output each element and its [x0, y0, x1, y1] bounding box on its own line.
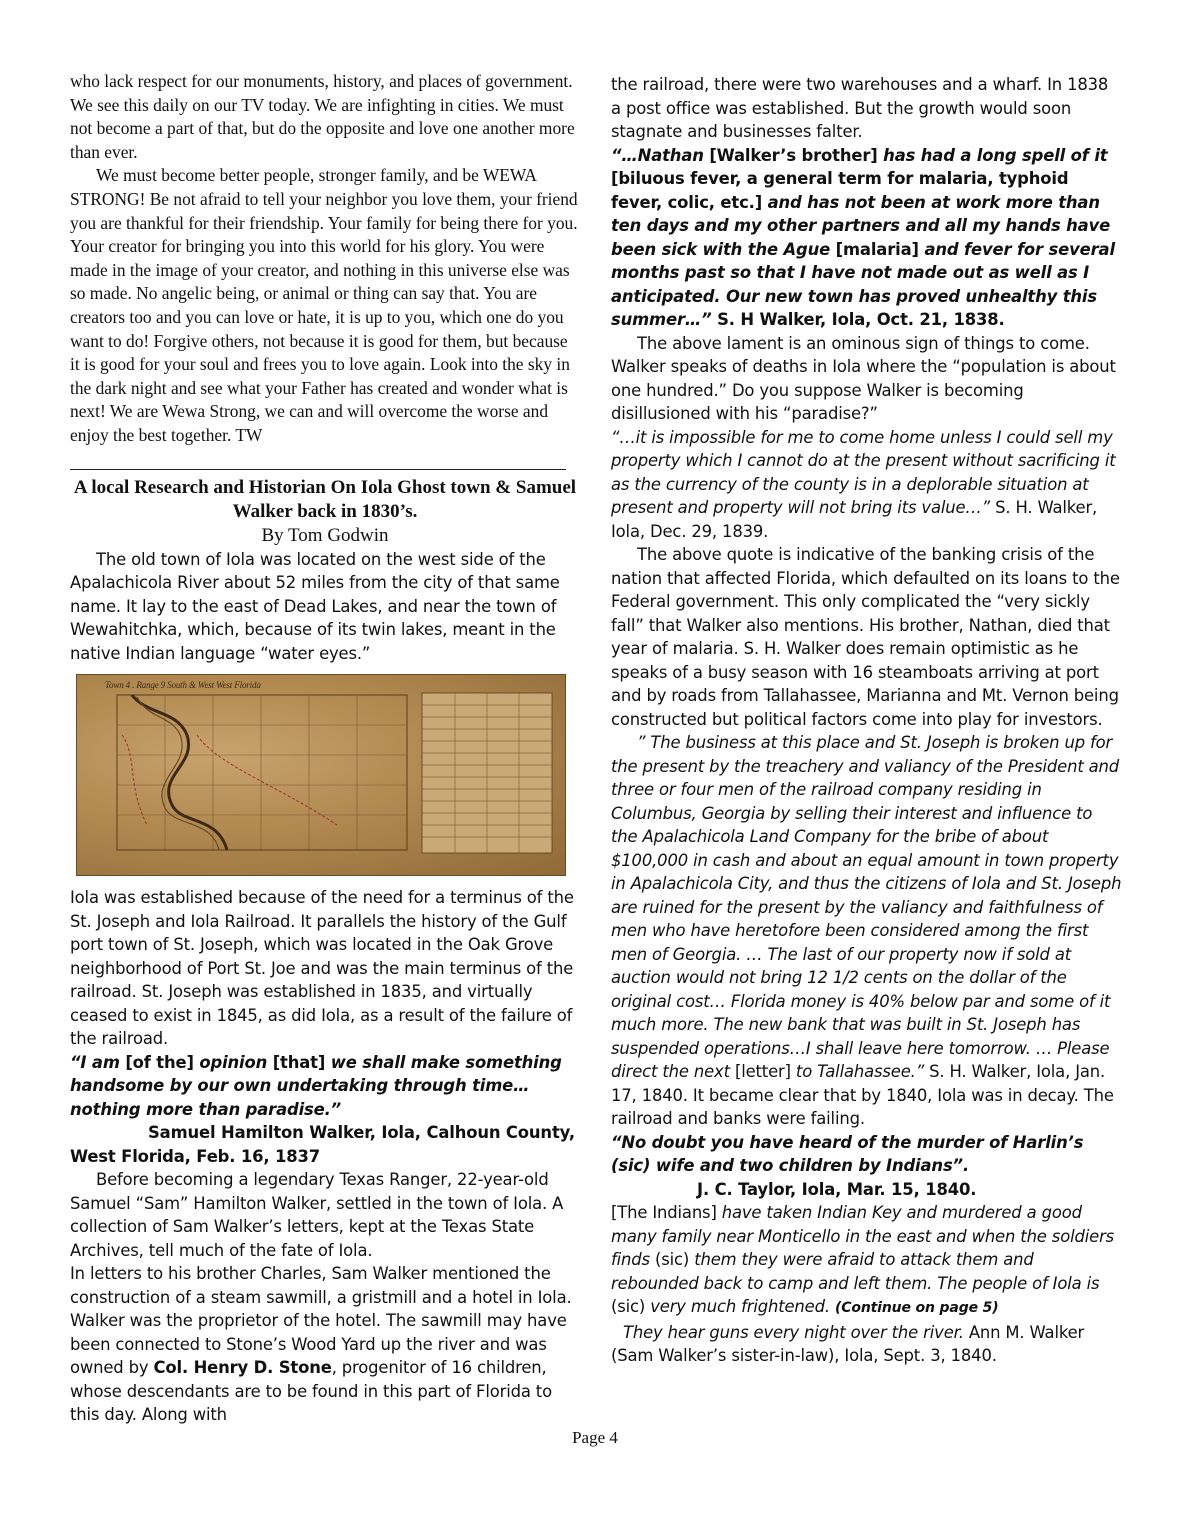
article-paragraph-1: The old town of Iola was located on the west side of the Apalachicola River about 52 miles from the city of that same name. It lay to the east of Dead Lakes, and near the town of Wewahitchka, which, because of its twin lakes, meant in the native Indian language “water eyes.”	[70, 549, 560, 663]
paragraph-text: (sic)	[611, 1297, 651, 1316]
map-drawing	[77, 675, 565, 875]
quote-text: very much frightened.	[650, 1297, 835, 1316]
quote-text: and has not been at work more than ten days and my other partners and all my hands have been sick with the Ague	[611, 192, 1111, 259]
quote-bracket: [biluous fever, a general term for malaria, typhoid fever, colic, etc.]	[611, 169, 1069, 212]
quote-text: them they were afraid to attack them and rebounded back to camp and left them. The people of Iola is	[611, 1250, 1100, 1293]
quote-bracket: [Walker’s brother]	[709, 145, 884, 165]
page-number: Page 4	[572, 1428, 618, 1447]
article-paragraph-2: Iola was established because of the need for a terminus of the St. Joseph and Iola Railroad. It parallels the history of the Gulf port town of St. Joseph, which was located in the Oak Grove neighborhood of Port St. Joe and was the main terminus of the railroad. St. Joseph was established in 1835, and virtually ceased to exist in 1845, as did Iola, as a result of the failure of the railroad.	[70, 888, 574, 1048]
walker-quote-1840	[611, 731, 1123, 1131]
quote-bracket: [that]	[272, 1052, 331, 1072]
right-paragraph-2: The above lament is an ominous sign of things to come. Walker speaks of deaths in Iola where the “population is about one hundred.” Do you suppose Walker is becoming disillusioned with his “paradise?”	[611, 333, 1116, 423]
right-paragraph-3: The above quote is indicative of the banking crisis of the nation that affected Florida, which defaulted on its loans to the Federal government. This only complicated the “very sickly fall” that Walker also mentions. His brother, Nathan, died that year of malaria. S. H. Walker does remain optimistic as he speaks of a busy season with 16 steamboats arriving at port and by roads from Tallahassee, Marianna and Mt. Vernon being constructed but political factors come into play for investors.	[611, 545, 1120, 729]
stone-name: Col. Henry D. Stone	[153, 1358, 332, 1377]
quote-attribution-1838: S. H Walker, Iola, Oct. 21, 1838.	[717, 310, 1005, 329]
article-paragraph-3: Before becoming a legendary Texas Ranger, 22-year-old Samuel “Sam” Hamilton Walker, settled in the town of Iola. A collection of Sam Walker’s letters, kept at the Texas State Archives, tell much of the fate of Iola.	[70, 1170, 564, 1260]
quote-attribution-1839: S. H. Walker, Iola, Dec. 29, 1839.	[611, 498, 1098, 541]
quote-attribution-1840: S. H. Walker, Iola, Jan. 17, 1840. It became clear that by 1840, Iola was in decay. The railroad and banks were failing.	[611, 1062, 1114, 1128]
taylor-attribution: J. C. Taylor, Iola, Mar. 15, 1840.	[697, 1179, 977, 1199]
quote-text: to Tallahassee.”	[795, 1062, 930, 1081]
quote-bracket: [malaria]	[835, 239, 925, 259]
quote-text: we shall make something handsome by our own undertaking through time…nothing more than paradise.”	[70, 1052, 562, 1119]
article-byline: By Tom Godwin	[261, 524, 389, 546]
continue-note: (Continue on page 5)	[834, 1300, 999, 1316]
quote-attribution-1837: Samuel Hamilton Walker, Iola, Calhoun County, West Florida, Feb. 16, 1837	[70, 1123, 575, 1166]
intro-paragraph-2: We must become better people, stronger family, and be WEWA STRONG! Be not afraid to tell your neighbor you love them, your friend you are thankful for their friendship. Your family for being there for you. Your creator for bringing you into this world for his glory. You were made in the image of your creator, and nothing in this universe else was so made. No angelic being, or animal or thing can say that. You are creators too and you can love or hate, it is up to you, which one do you want to do! Forgive others, not because it is good for them, but because it is good for your soul and frees you to love again. Look into the sky in the dark night and see what your Father has created and wonder what is next! We are Wewa Strong, we can and will overcome the worse and enjoy the best together. TW	[70, 165, 578, 445]
quote-text: has had a long spell of it	[883, 145, 1108, 165]
quote-text: They hear guns every night over the river.	[623, 1322, 969, 1342]
paragraph-text: In letters to his brother Charles, Sam Walker mentioned the construction of a steam sawmill, a gristmill and a hotel in Iola. Walker was the proprietor of the hotel. The sawmill may have been connected to Stone’s Wood Yard up the river and was owned by	[70, 1264, 572, 1377]
right-paragraph-4	[611, 1201, 1123, 1321]
walker-quote-1837	[70, 1051, 580, 1122]
taylor-quote: “No doubt you have heard of the murder of Harlin’s (sic) wife and two children by Indians”.	[611, 1132, 1084, 1175]
paragraph-text: (sic)	[654, 1250, 695, 1269]
quote-bracket: [of the]	[125, 1052, 200, 1072]
paragraph-text: [The Indians]	[611, 1203, 722, 1222]
left-column	[70, 70, 580, 1427]
intro-paragraph-1: who lack respect for our monuments, history, and places of government. We see this daily on our TV today. We are infighting in cities. We must not become a part of that, but do the opposite and love one another more than ever.	[70, 71, 575, 162]
right-column	[611, 73, 1123, 1368]
quote-bracket: [letter]	[734, 1062, 796, 1081]
quote-text: ” The business at this place and St. Joseph is broken up for the present by the treachery and valiancy of the President and three or four men of the railroad company residing in Columbus, Georgia by selling their interest and influence to the Apalachicola Land Company for the bribe of about $100,000 in cash and about an equal amount in town property in Apalachicola City, and thus the citizens of Iola and St. Joseph are ruined for the present by the valiancy and faithfulness of men who have heretofore been considered among the first men of Georgia. … The last of our property now if sold at auction would not bring 12 1/2 cents on the dollar of the original cost… Florida money is 40% below par and some of it much more. The new bank that was built in St. Joseph has suspended operations…I shall leave here tomorrow. … Please direct the next	[611, 733, 1122, 1081]
walker-quote-1838	[611, 144, 1123, 332]
quote-text: “I am	[70, 1052, 126, 1072]
paragraph-text: , progenitor of 16 children, whose descendants are to be found in this part of Florida to this day. Along with	[70, 1358, 552, 1424]
quote-text: opinion	[199, 1052, 273, 1072]
walker-quote-1839	[611, 426, 1123, 544]
right-paragraph-5	[611, 1321, 1123, 1368]
quote-text: have taken Indian Key and murdered a good many family near Monticello in the east and when the soldiers finds	[611, 1203, 1115, 1269]
article-title: A local Research and Historian On Iola Ghost town & Samuel Walker back in 1830’s.	[73, 476, 577, 522]
map-title: Town 4 . Range 9 South & West West Florida	[105, 680, 261, 690]
historic-survey-map	[76, 674, 566, 876]
quote-text: “…it is impossible for me to come home unless I could sell my property which I cannot do at the present without sacrificing it as the currency of the county is in a deplorable situation at present and property will not bring its value…”	[611, 427, 1116, 517]
intro-text	[70, 70, 580, 448]
right-paragraph-1: the railroad, there were two warehouses and a wharf. In 1838 a post office was established. But the growth would soon stagnate and businesses falter.	[611, 75, 1109, 141]
section-divider	[70, 469, 566, 470]
quote-text: and fever for several months past so that I have not made out as well as I anticipated. Our new town has proved unhealthy this summer…”	[611, 239, 1115, 329]
article-paragraph-4	[70, 1262, 580, 1427]
paragraph-text: Ann M. Walker (Sam Walker’s sister-in-law), Iola, Sept. 3, 1840.	[611, 1322, 1085, 1365]
quote-text: “…Nathan	[611, 145, 710, 165]
